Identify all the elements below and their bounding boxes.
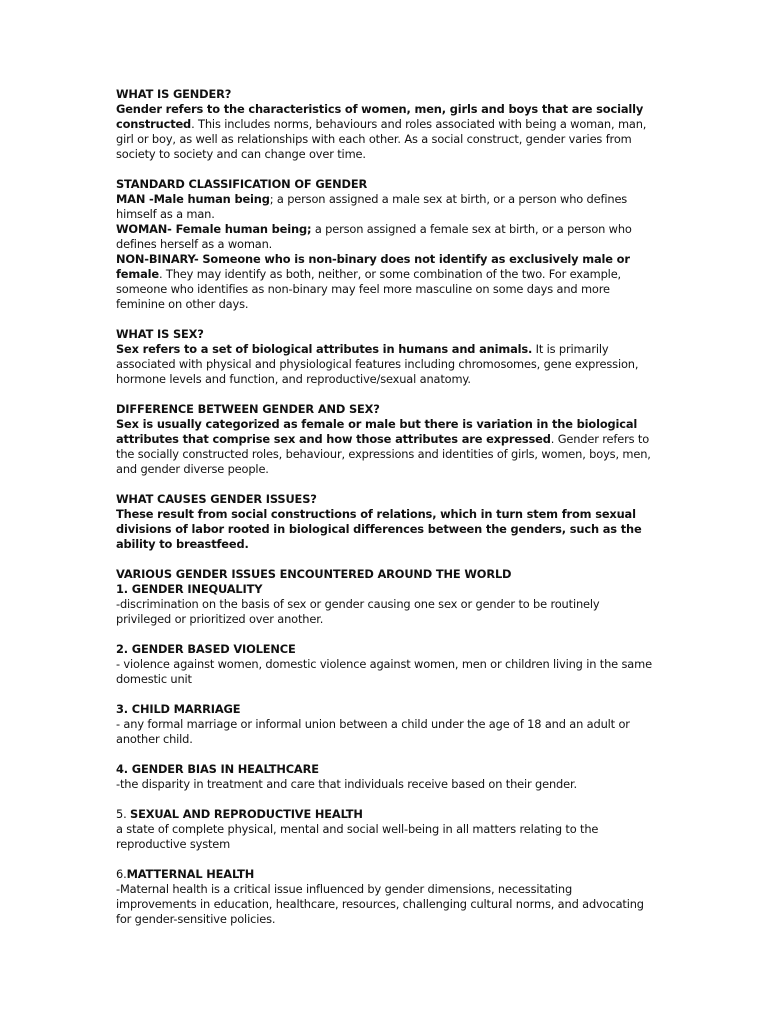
section-heading: WHAT CAUSES GENDER ISSUES? <box>116 492 317 506</box>
section-standard-classification <box>116 177 656 312</box>
section-issues-item-4 <box>116 762 656 792</box>
section-what-is-gender <box>116 87 656 162</box>
lead-bold-text: Sex refers to a set of biological attributes in humans and animals. <box>116 342 533 356</box>
issue-description: - any formal marriage or informal union between a child under the age of 18 and an adult or another child. <box>116 717 630 746</box>
section-issues-item-6 <box>116 867 656 927</box>
issue-title-text: 4. GENDER BIAS IN HEALTHCARE <box>116 762 319 776</box>
issue-title <box>116 582 656 597</box>
section-paragraph <box>116 342 656 387</box>
issue-number: 5. <box>116 807 131 821</box>
issue-title-text: 2. GENDER BASED VIOLENCE <box>116 642 296 656</box>
term-bold-text: MAN -Male human being <box>116 192 270 206</box>
issue-title <box>116 642 656 657</box>
term-bold-text: WOMAN- Female human being; <box>116 222 312 236</box>
lead-bold-text: These result from social constructions of relations, which in turn stem from sexual divisions of labor rooted in biological differences between the genders, such as the ability to breastfeed. <box>116 507 642 551</box>
issue-title <box>116 867 656 882</box>
section-difference <box>116 402 656 477</box>
issue-title-text: 3. CHILD MARRIAGE <box>116 702 241 716</box>
issue-title <box>116 762 656 777</box>
issue-title-text: 1. GENDER INEQUALITY <box>116 582 263 596</box>
lead-tail-text: . <box>191 117 195 131</box>
document-page <box>116 87 656 942</box>
section-issues-item-3 <box>116 702 656 747</box>
issue-description: -discrimination on the basis of sex or gender causing one sex or gender to be routinely privileged or prioritized over another. <box>116 597 600 626</box>
section-paragraph <box>116 507 656 552</box>
section-paragraph <box>116 102 656 162</box>
classification-item-non-binary <box>116 252 656 312</box>
classification-item-woman <box>116 222 656 252</box>
section-heading: STANDARD CLASSIFICATION OF GENDER <box>116 177 368 191</box>
body-text: It is primarily associated with physical and physiological features including chromosomes, gene expression, hormone levels and function, and reproductive/sexual anatomy. <box>116 342 639 386</box>
definition-text: ; a person assigned a male sex at birth, or a person who defines himself as a man. <box>116 192 628 221</box>
classification-item-man <box>116 192 656 222</box>
term-bold-text: NON-BINARY- Someone who is non-binary does not identify as exclusively male or female <box>116 252 630 281</box>
section-issues-item-2 <box>116 642 656 687</box>
issue-description: - violence against women, domestic violence against women, men or children living in the same domestic unit <box>116 657 652 686</box>
section-heading: VARIOUS GENDER ISSUES ENCOUNTERED AROUND THE WORLD <box>116 567 512 581</box>
issue-title <box>116 807 656 822</box>
definition-text: a person assigned a female sex at birth, or a person who defines herself as a woman. <box>116 222 632 251</box>
section-causes <box>116 492 656 552</box>
section-heading: WHAT IS SEX? <box>116 327 204 341</box>
definition-text: . They may identify as both, neither, or some combination of the two. For example, someone who identifies as non-binary may feel more masculine on some days and more feminine on other days. <box>116 267 622 311</box>
lead-bold-text: Gender refers to the characteristics of women, men, girls and boys that are socially constructed <box>116 102 644 131</box>
issue-title-text: SEXUAL AND REPRODUCTIVE HEALTH <box>130 807 363 821</box>
section-heading: WHAT IS GENDER? <box>116 87 232 101</box>
issue-number: 6. <box>116 867 127 881</box>
section-paragraph <box>116 417 656 477</box>
issue-title-text: MATTERNAL HEALTH <box>126 867 255 881</box>
body-text: . Gender refers to the socially constructed roles, behaviour, expressions and identities of girls, women, boys, men, and gender diverse people. <box>116 432 651 476</box>
issue-title <box>116 702 656 717</box>
issue-description: -Maternal health is a critical issue influenced by gender dimensions, necessitating improvements in education, healthcare, resources, challenging cultural norms, and advocating for gender-sensitive policies. <box>116 882 644 926</box>
issue-description: -the disparity in treatment and care that individuals receive based on their gender. <box>116 777 577 791</box>
lead-bold-text: Sex is usually categorized as female or male but there is variation in the biological attributes that comprise sex and how those attributes are expressed <box>116 417 638 446</box>
body-text: This includes norms, behaviours and roles associated with being a woman, man, girl or boy, as well as relationships with each other. As a social construct, gender varies from society to society and can change over time. <box>116 117 647 161</box>
section-heading: DIFFERENCE BETWEEN GENDER AND SEX? <box>116 402 380 416</box>
section-what-is-sex <box>116 327 656 387</box>
section-issues-item-1 <box>116 567 656 627</box>
section-issues-item-5 <box>116 807 656 852</box>
issue-description: a state of complete physical, mental and social well-being in all matters relating to the reproductive system <box>116 822 599 851</box>
